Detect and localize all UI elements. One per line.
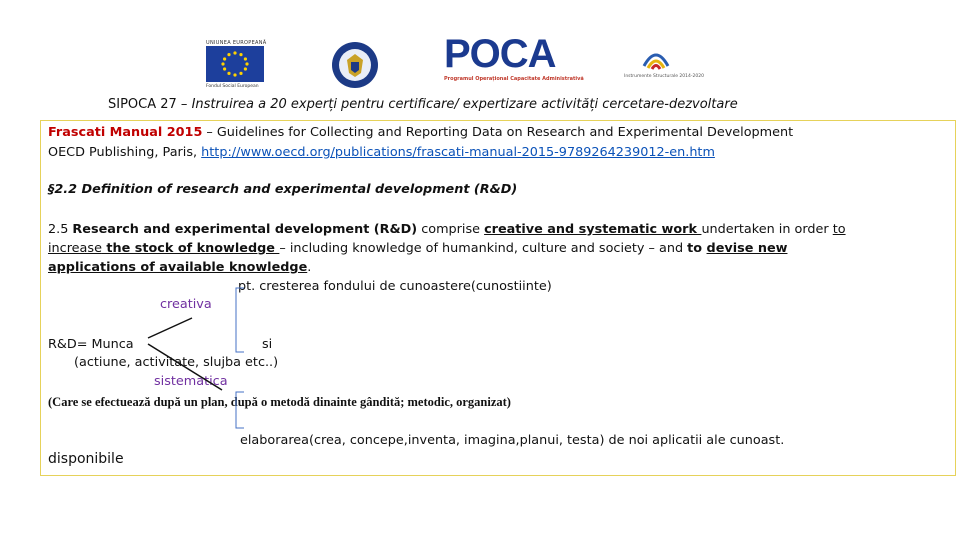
poca-subtitle: Programul Operațional Capacitate Administrativă xyxy=(444,76,584,82)
label-creativa: creativa xyxy=(160,297,212,312)
section-heading: §2.2 Definition of research and experimental development (R&D) xyxy=(48,182,518,197)
rd-label: R&D= Munca xyxy=(48,337,134,352)
title-text: Instruirea a 20 experți pentru certificare/ expertizare activități cercetare-dezvoltare xyxy=(191,97,738,112)
label-si: si xyxy=(262,337,273,352)
def-stock: the stock of knowledge xyxy=(101,241,280,256)
label-disponibile: disponibile xyxy=(48,451,124,467)
eu-logo-top-text: UNIUNEA EUROPEANĂ xyxy=(206,40,267,46)
eu-logo-bottom-text: Fondul Social European xyxy=(206,84,259,89)
elaborarea-text: elaborarea(crea, concepe,inventa, imagina,planui, testa) de noi aplicatii ale cunoast. xyxy=(240,433,785,448)
note-pt: pt. cresterea fondului de cunoastere(cunostiinte) xyxy=(238,279,552,294)
def-devise: devise new xyxy=(706,241,788,256)
poca-wordmark: POCA xyxy=(444,32,556,76)
frascati-title: Frascati Manual 2015 xyxy=(48,125,203,140)
frascati-subtitle: – Guidelines for Collecting and Reporting Data on Research and Experimental Development xyxy=(202,125,794,140)
bracket-lower xyxy=(236,392,244,428)
def-applications: applications of available knowledge xyxy=(48,260,308,275)
def-undertaken: undertaken in order xyxy=(701,222,833,237)
explanation-text: (Care se efectuează după un plan, după o metodă dinainte gândită; metodic, organizat) xyxy=(48,395,511,409)
def-todevise: to xyxy=(687,241,707,256)
oecd-link[interactable]: http://www.oecd.org/publications/frascati-manual-2015-9789264239012-en.htm xyxy=(201,145,715,160)
line-to-sistematica xyxy=(148,344,222,390)
label-actiune: (actiune, activitate, slujba etc..) xyxy=(74,355,279,370)
def-including: – including knowledge of humankind, culture and society – and xyxy=(279,241,688,256)
structural-instruments-text: Instrumente Structurale 2014-2020 xyxy=(624,74,704,79)
bracket-upper xyxy=(236,288,244,352)
def-creative: creative and systematic work xyxy=(484,222,702,237)
line-to-creativa xyxy=(148,318,192,338)
def-term: Research and experimental development (R&D) xyxy=(72,222,418,237)
def-number: 2.5 xyxy=(48,222,73,237)
def-increase: increase xyxy=(48,241,102,256)
def-period: . xyxy=(307,260,312,275)
publisher-text: OECD Publishing, Paris, xyxy=(48,145,202,160)
def-comprise: comprise xyxy=(417,222,485,237)
title-prefix: SIPOCA 27 – xyxy=(108,97,192,112)
label-sistematica: sistematica xyxy=(154,374,228,389)
def-to: to xyxy=(832,222,846,237)
